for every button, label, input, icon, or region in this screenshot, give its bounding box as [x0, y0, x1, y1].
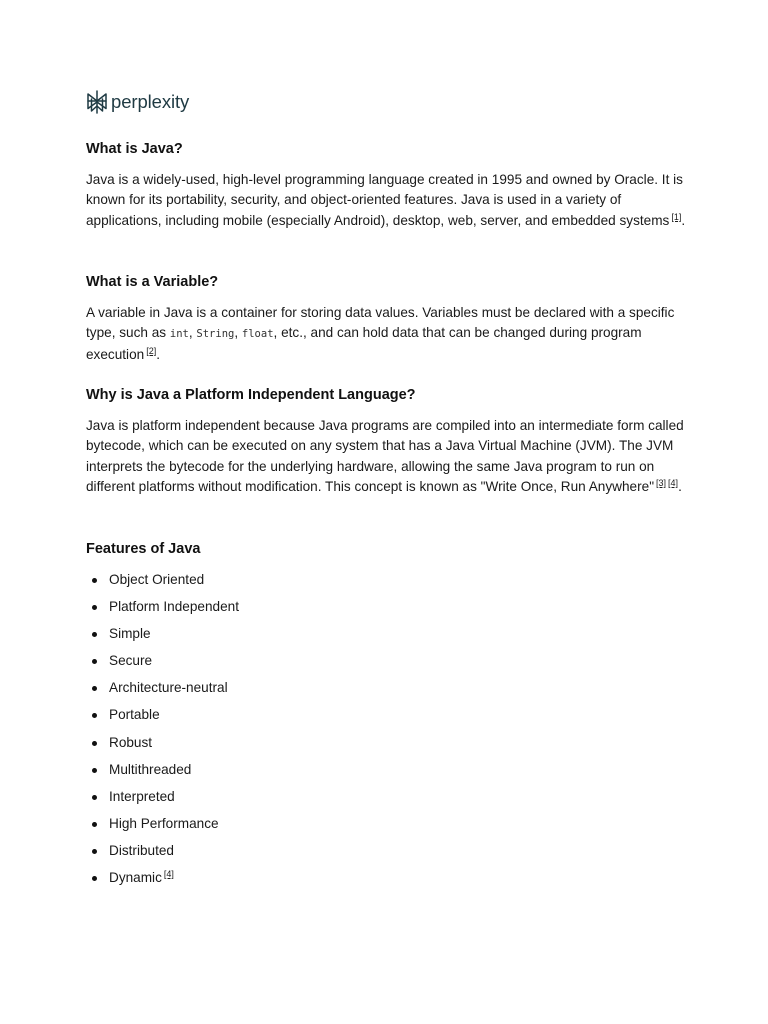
feature-label: Simple	[109, 626, 151, 642]
feature-label: Object Oriented	[109, 572, 205, 587]
variable-body-end: , etc., and can hold data that can be changed during program execution	[86, 325, 642, 362]
citation-link-3[interactable]: [3]	[656, 478, 667, 489]
code-string: String	[196, 328, 235, 341]
citation-link-4[interactable]: [4]	[668, 478, 679, 489]
variable-sep-2: ,	[234, 325, 242, 341]
feature-label: Platform Independent	[109, 599, 239, 615]
list-item	[86, 840, 239, 867]
paragraph-what-is-java	[86, 170, 686, 231]
feature-label: High Performance	[109, 815, 219, 831]
heading-platform-independent: Why is Java a Platform Independent Language?	[86, 387, 416, 403]
variable-body-start: A variable in Java is a container for storing data values. Variables must be declared with a specific type, such as	[86, 305, 675, 341]
list-item	[86, 596, 239, 623]
heading-features-of-java: Features of Java	[86, 541, 201, 557]
platform-end: .	[678, 479, 682, 495]
code-int: int	[169, 328, 189, 341]
citation-link-2[interactable]: [2]	[146, 345, 157, 356]
list-item	[86, 650, 239, 677]
list-item	[86, 759, 239, 786]
list-item	[86, 704, 239, 731]
heading-what-is-java: What is Java?	[86, 141, 183, 157]
platform-body-text: Java is platform independent because Java programs are compiled into an intermediate form called bytecode, which can be executed on any system that has a Java Virtual Machine (JVM). The JVM interprets the bytecode for the underlying hardware, allowing the same Java program to run on different platforms without modification. This concept is known as "Write Once, Run Anywhere"	[86, 418, 684, 495]
list-item	[86, 867, 239, 894]
feature-label: Dynamic	[109, 870, 162, 886]
list-item	[86, 786, 239, 813]
feature-label: Secure	[109, 653, 153, 669]
feature-label: Distributed	[109, 842, 174, 858]
heading-what-is-variable: What is a Variable?	[86, 274, 219, 290]
brand-name: perplexity	[111, 91, 190, 112]
list-item	[86, 677, 239, 704]
list-item	[86, 623, 239, 650]
list-item	[86, 732, 239, 759]
paragraph-platform-independent	[86, 416, 686, 498]
citation-link-1[interactable]: [1]	[671, 211, 682, 222]
list-item	[86, 569, 239, 596]
feature-label: Architecture-neutral	[109, 680, 228, 696]
features-list	[86, 569, 239, 894]
paragraph-what-is-variable	[86, 303, 686, 365]
list-item	[86, 813, 239, 840]
variable-end: .	[156, 346, 160, 362]
feature-label: Multithreaded	[109, 761, 192, 777]
java-body-text: Java is a widely-used, high-level programming language created in 1995 and owned by Oracle. It is known for its portability, security, and object-oriented features. Java is used in a variety of applications, including mobile (especially Android), desktop, web, server, and embedded systems	[86, 172, 683, 228]
variable-sep-1: ,	[188, 325, 197, 341]
code-float: float	[241, 328, 274, 341]
feature-label: Portable	[109, 707, 160, 723]
brand-logo[interactable]	[86, 89, 189, 115]
feature-label: Robust	[109, 734, 153, 750]
perplexity-logo-icon	[86, 90, 108, 114]
java-body-end: .	[681, 212, 686, 228]
feature-label: Interpreted	[109, 788, 175, 804]
citation-link-4-features[interactable]: [4]	[163, 869, 174, 880]
